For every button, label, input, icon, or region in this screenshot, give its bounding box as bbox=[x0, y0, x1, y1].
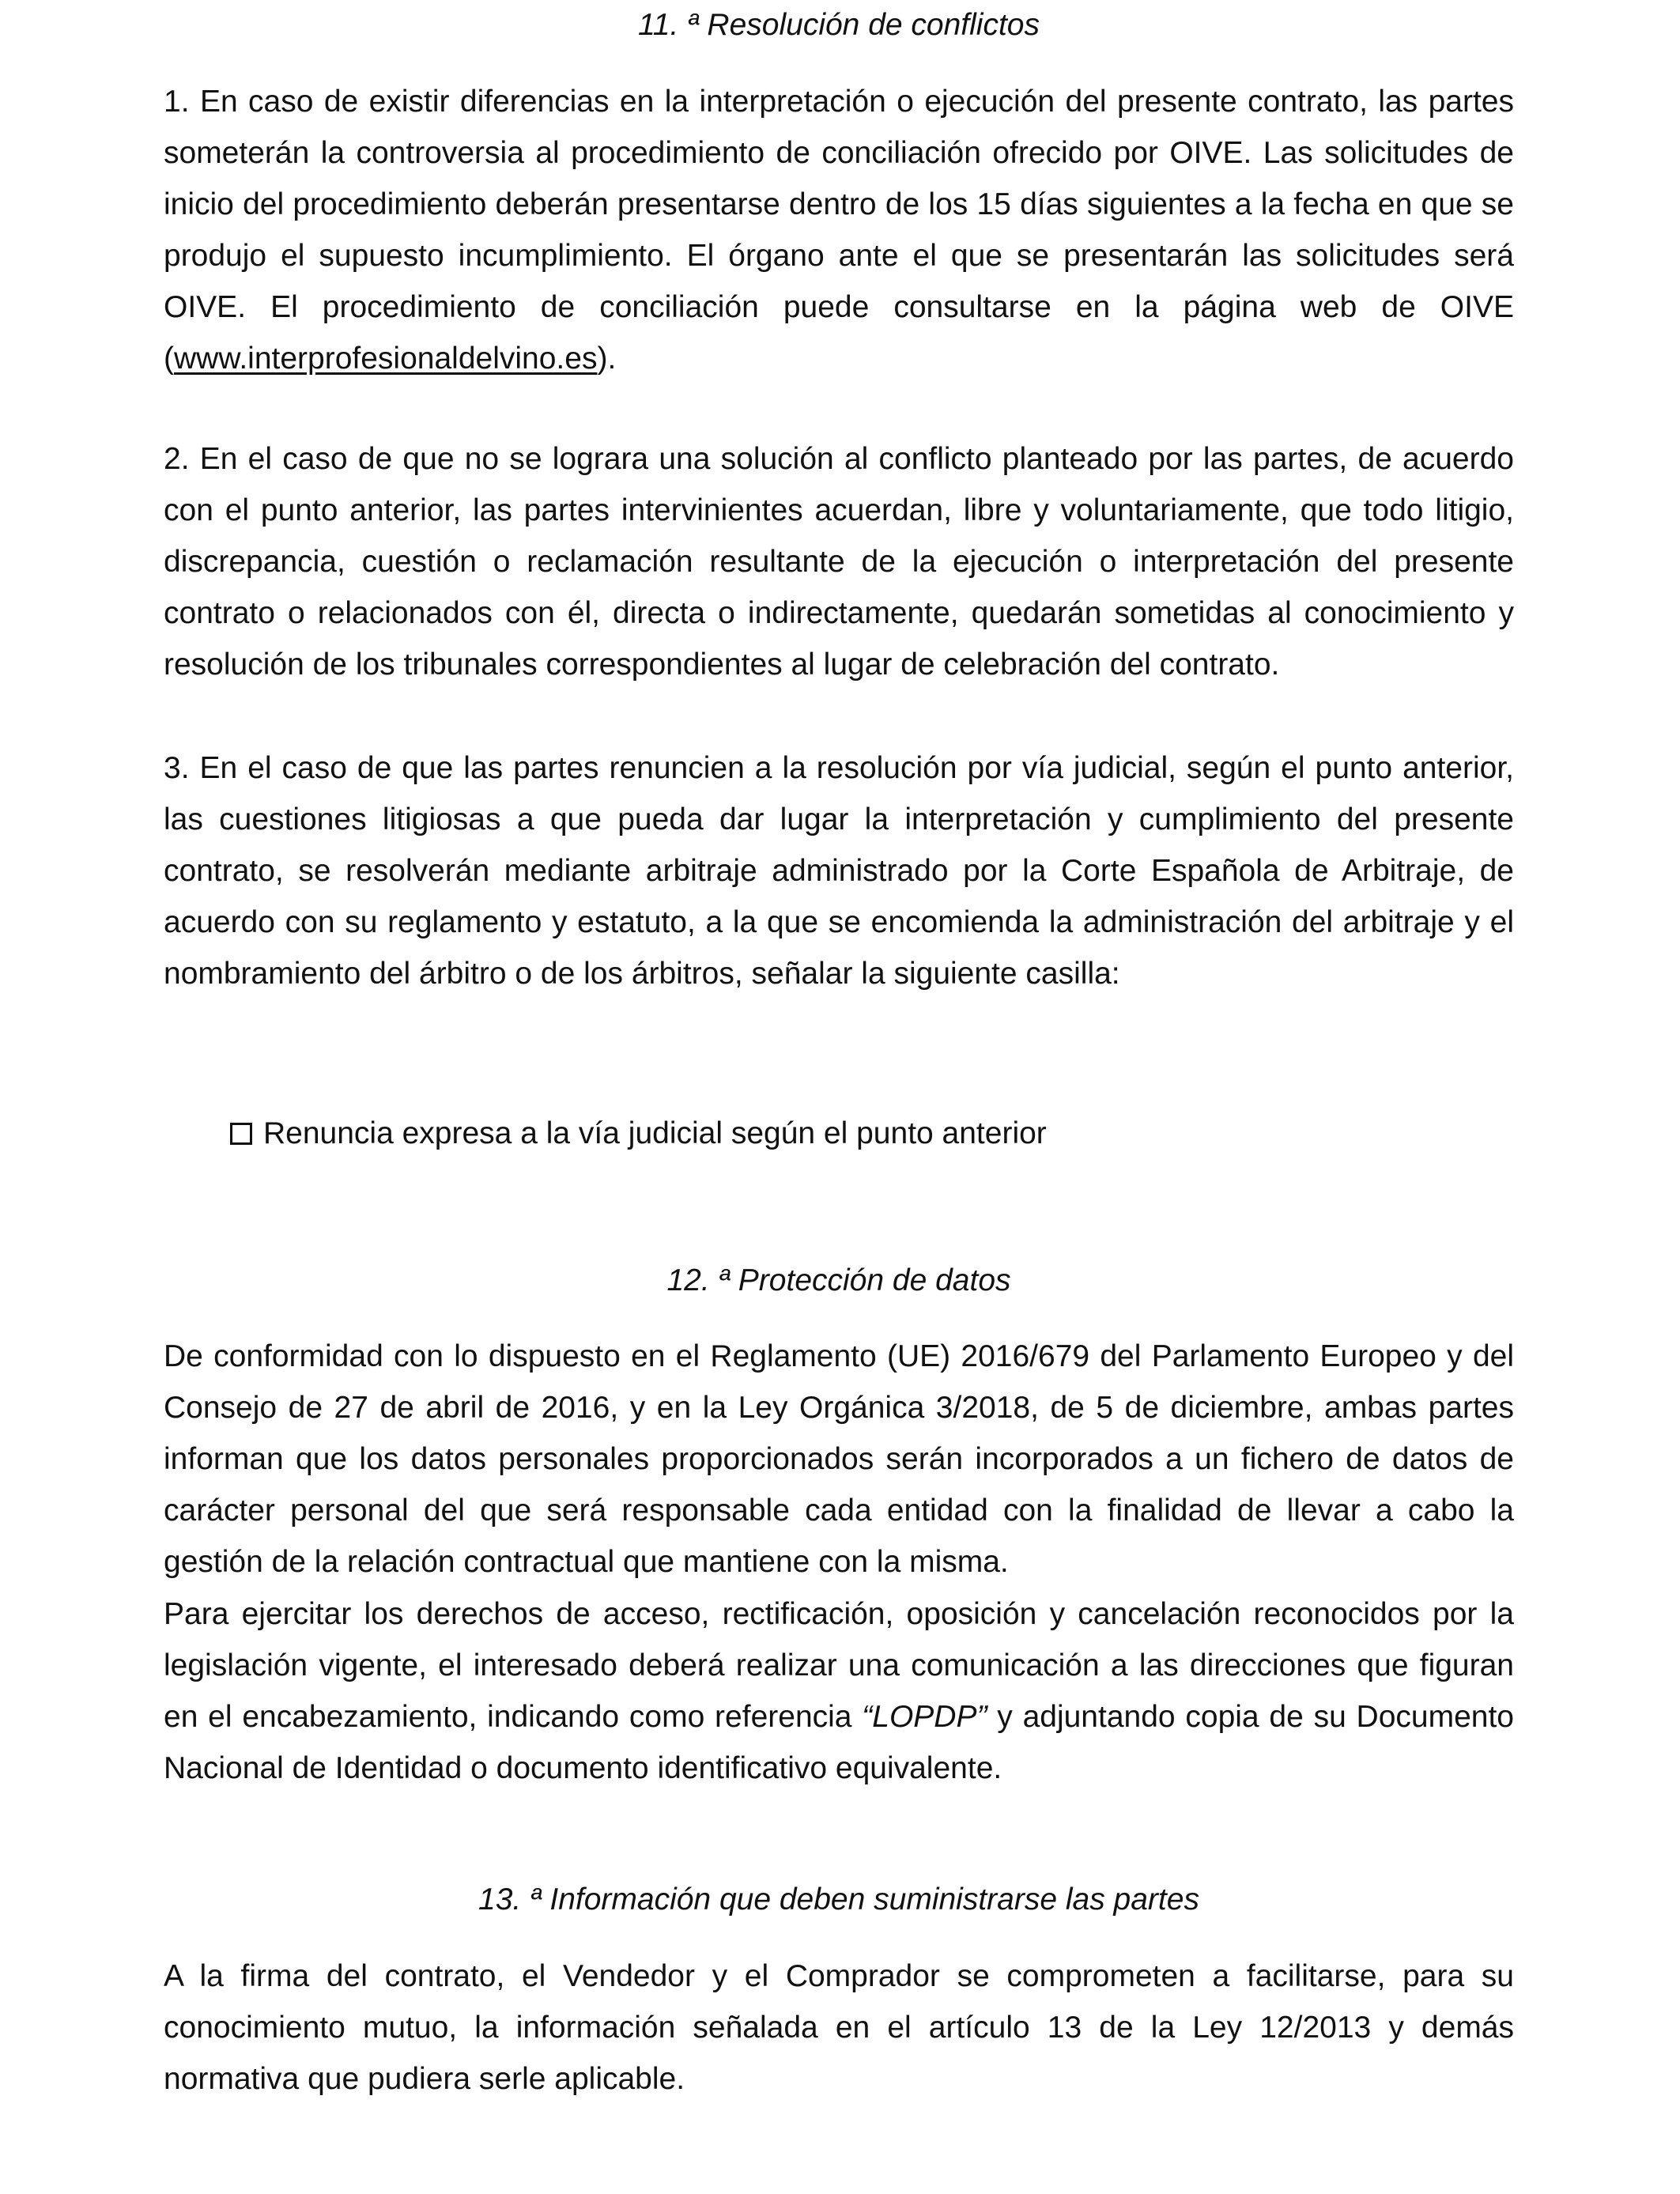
oive-website-link[interactable]: www.interprofesionaldelvino.es bbox=[174, 342, 598, 376]
waiver-checkbox-row[interactable] bbox=[230, 1108, 1047, 1159]
section-11-paragraph-1 bbox=[164, 76, 1514, 384]
section-11-paragraph-1-text: 1. En caso de existir diferencias en la interpretación o ejecución del presente contrato, las partes someterán la controversia al procedimiento de conciliación ofrecido por OIVE. Las solicitudes de inicio del procedimiento deberán presentarse dentro de los 15 días siguientes a la fecha en que se produjo el supuesto incumplimiento. El órgano ante el que se presentarán las solicitudes será OIVE. El procedimiento de conciliación puede consultarse en la página web de OIVE ( bbox=[164, 85, 1514, 376]
waiver-checkbox-label: Renuncia expresa a la vía judicial según el punto anterior bbox=[263, 1116, 1047, 1150]
section-12-paragraph-2 bbox=[164, 1588, 1514, 1794]
section-11-paragraph-3: 3. En el caso de que las partes renuncien a la resolución por vía judicial, según el punto anterior, las cuestiones litigiosas a que pueda dar lugar la interpretación y cumplimiento del presente contrato, se resolverán mediante arbitraje administrado por la Corte Española de Arbitraje, de acuerdo con su reglamento y estatuto, a la que se encomienda la administración del arbitraje y el nombramiento del árbitro o de los árbitros, señalar la siguiente casilla: bbox=[164, 751, 1514, 991]
section-12-paragraph-1: De conformidad con lo dispuesto en el Reglamento (UE) 2016/679 del Parlamento Europeo y del Consejo de 27 de abril de 2016, y en la Ley Orgánica 3/2018, de 5 de diciembre, ambas partes informan que los datos personales proporcionados serán incorporados a un fichero de datos de carácter personal del que será responsable cada entidad con la finalidad de llevar a cabo la gestión de la relación contractual que mantiene con la misma. bbox=[164, 1339, 1514, 1579]
lopdp-reference: “LOPDP” bbox=[862, 1700, 987, 1734]
section-11-heading: 11. ª Resolución de conflictos bbox=[638, 8, 1040, 42]
section-11-paragraph-1-end: ). bbox=[597, 342, 617, 376]
section-11-paragraph-2: 2. En el caso de que no se lograra una solución al conflicto planteado por las partes, de acuerdo con el punto anterior, las partes intervinientes acuerdan, libre y voluntariamente, que todo litigio, discrepancia, cuestión o reclamación resultante de la ejecución o interpretación del presente contrato o relacionados con él, directa o indirectamente, quedarán sometidas al conocimiento y resolución de los tribunales correspondientes al lugar de celebración del contrato. bbox=[164, 442, 1514, 682]
section-13-paragraph-1: A la firma del contrato, el Vendedor y el Comprador se comprometen a facilitarse, para su conocimiento mutuo, la información señalada en el artículo 13 de la Ley 12/2013 y demás normativa que pudiera serle aplicable. bbox=[164, 1959, 1514, 2096]
section-13-heading: 13. ª Información que deben suministrarse las partes bbox=[478, 1882, 1199, 1916]
section-12-paragraph-2-end: y adjuntando copia de su Documento Nacional de Identidad o documento identificativo equivalente. bbox=[164, 1700, 1514, 1785]
section-12-paragraph-2-text: Para ejercitar los derechos de acceso, rectificación, oposición y cancelación reconocidos por la legislación vigente, el interesado deberá realizar una comunicación a las direcciones que figuran en el encabezamiento, indicando como referencia bbox=[164, 1597, 1514, 1734]
section-12-heading: 12. ª Protección de datos bbox=[666, 1263, 1011, 1297]
waiver-checkbox[interactable] bbox=[230, 1123, 252, 1145]
